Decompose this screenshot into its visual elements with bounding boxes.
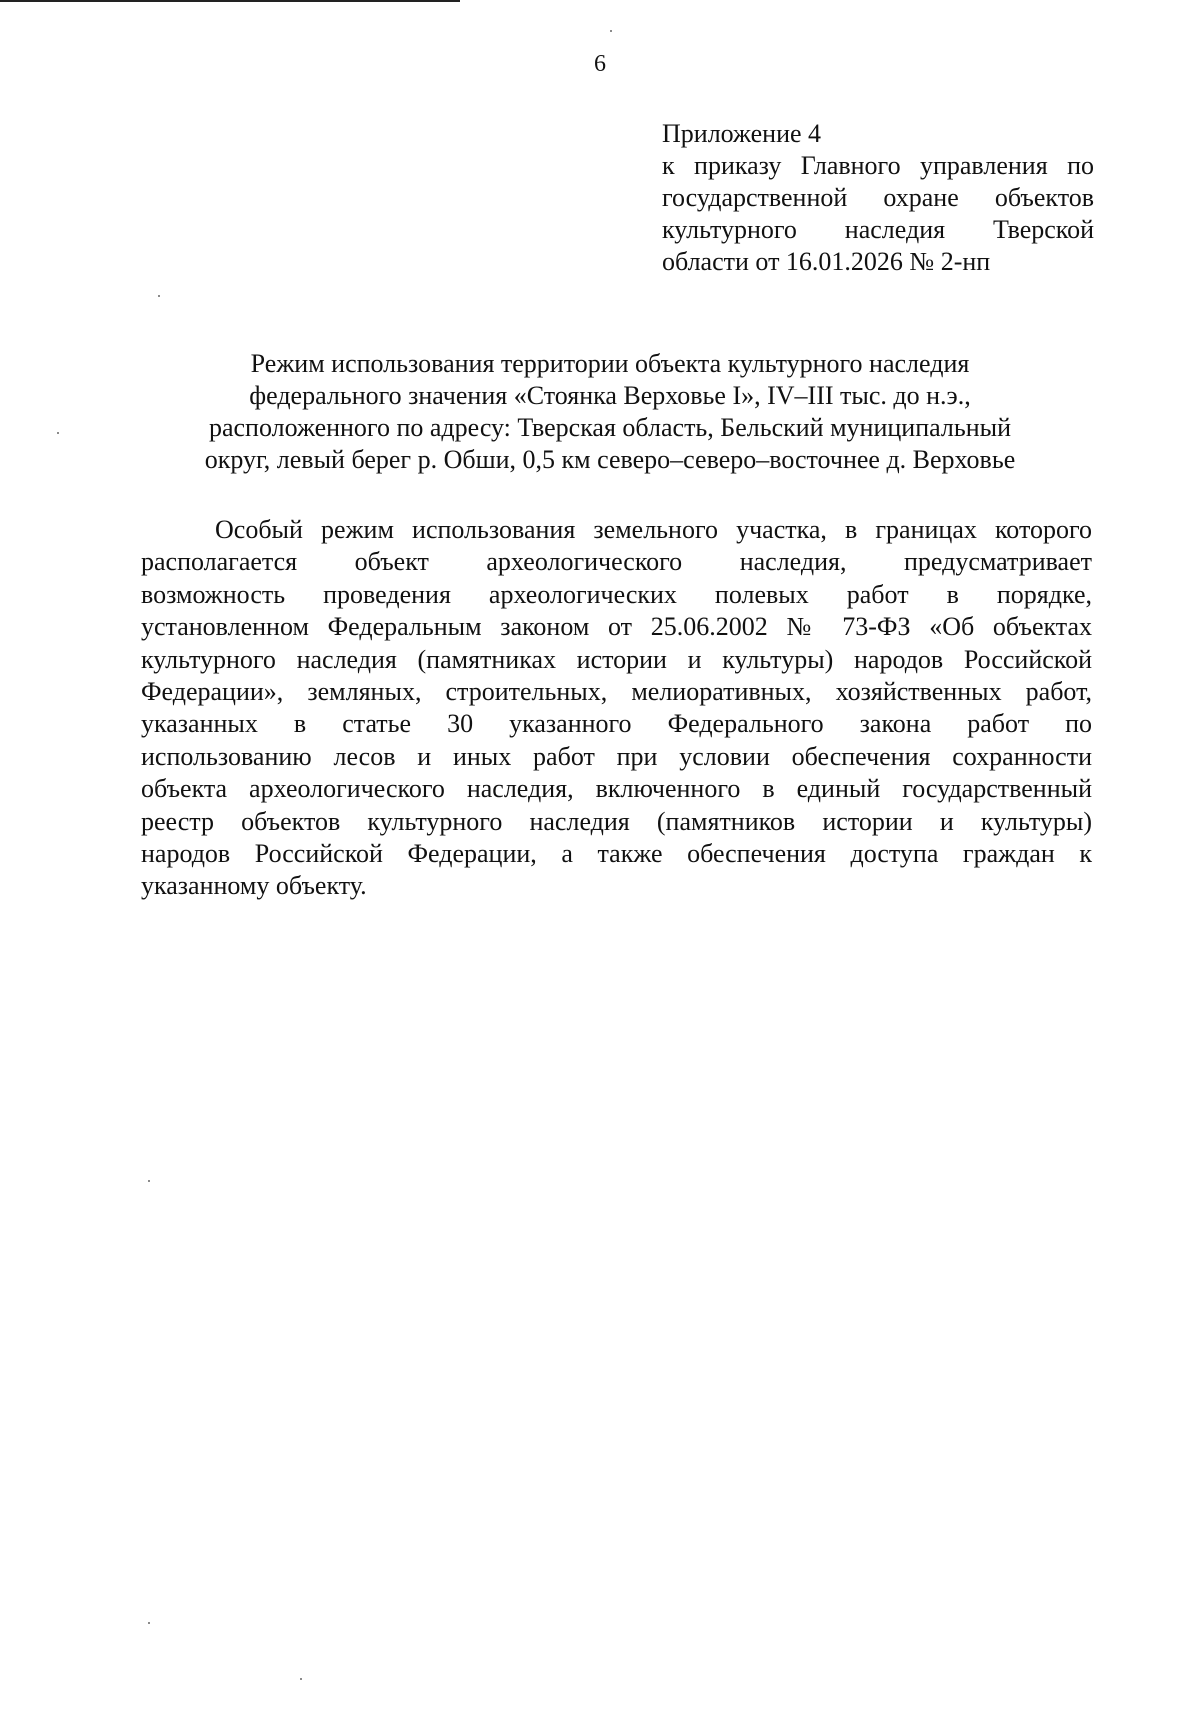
appendix-line: области от 16.01.2026 № 2-нп [662, 247, 991, 276]
title-line: федерального значения «Стоянка Верховье I», IV–III тыс. до н.э., [249, 381, 971, 410]
body-line: народов Российской Федерации, а также обеспечения доступа граждан к [141, 839, 1092, 869]
appendix-line: культурного наследия Тверской [662, 215, 1094, 244]
scan-edge-line [0, 0, 460, 2]
scan-speck [300, 1678, 302, 1680]
scan-speck [148, 1622, 150, 1624]
scan-speck [148, 1180, 150, 1182]
body-line: объекта археологического наследия, включенного в единый государственный [141, 774, 1092, 804]
scan-speck [158, 295, 160, 297]
body-line: установленном Федеральным законом от 25.06.2002 № 73-ФЗ «Об объектах [141, 612, 1092, 642]
body-line: указанных в статье 30 указанного Федерального закона работ по [141, 709, 1092, 739]
body-line: реестр объектов культурного наследия (памятников истории и культуры) [141, 806, 1092, 836]
body-line: Особый режим использования земельного участка, в границах которого [215, 515, 1092, 544]
page-number: 6 [594, 51, 606, 77]
body-line: располагается объект археологического наследия, предусматривает [141, 547, 1092, 577]
appendix-line: к приказу Главного управления по [662, 151, 1094, 180]
body-line: использованию лесов и иных работ при условии обеспечения сохранности [141, 741, 1092, 771]
document-title [110, 348, 1110, 476]
body-line: возможность проведения археологических полевых работ в порядке, [141, 579, 1092, 609]
scan-speck [610, 30, 612, 32]
appendix-line: Приложение 4 [662, 119, 822, 148]
scan-speck [57, 432, 59, 434]
appendix-header [662, 118, 1094, 278]
body-line: культурного наследия (памятниках истории и культуры) народов Российской [141, 644, 1092, 674]
title-line: расположенного по адресу: Тверская область, Бельский муниципальный [208, 413, 1012, 442]
body-line: указанному объекту. [141, 871, 367, 901]
title-line: Режим использования территории объекта культурного наследия [250, 349, 970, 378]
appendix-line: государственной охране объектов [662, 183, 1094, 212]
body-paragraph [141, 514, 1092, 903]
body-line: Федерации», земляных, строительных, мелиоративных, хозяйственных работ, [141, 677, 1092, 707]
title-line: округ, левый берег р. Обши, 0,5 км северо–северо–восточнее д. Верховье [204, 445, 1016, 474]
